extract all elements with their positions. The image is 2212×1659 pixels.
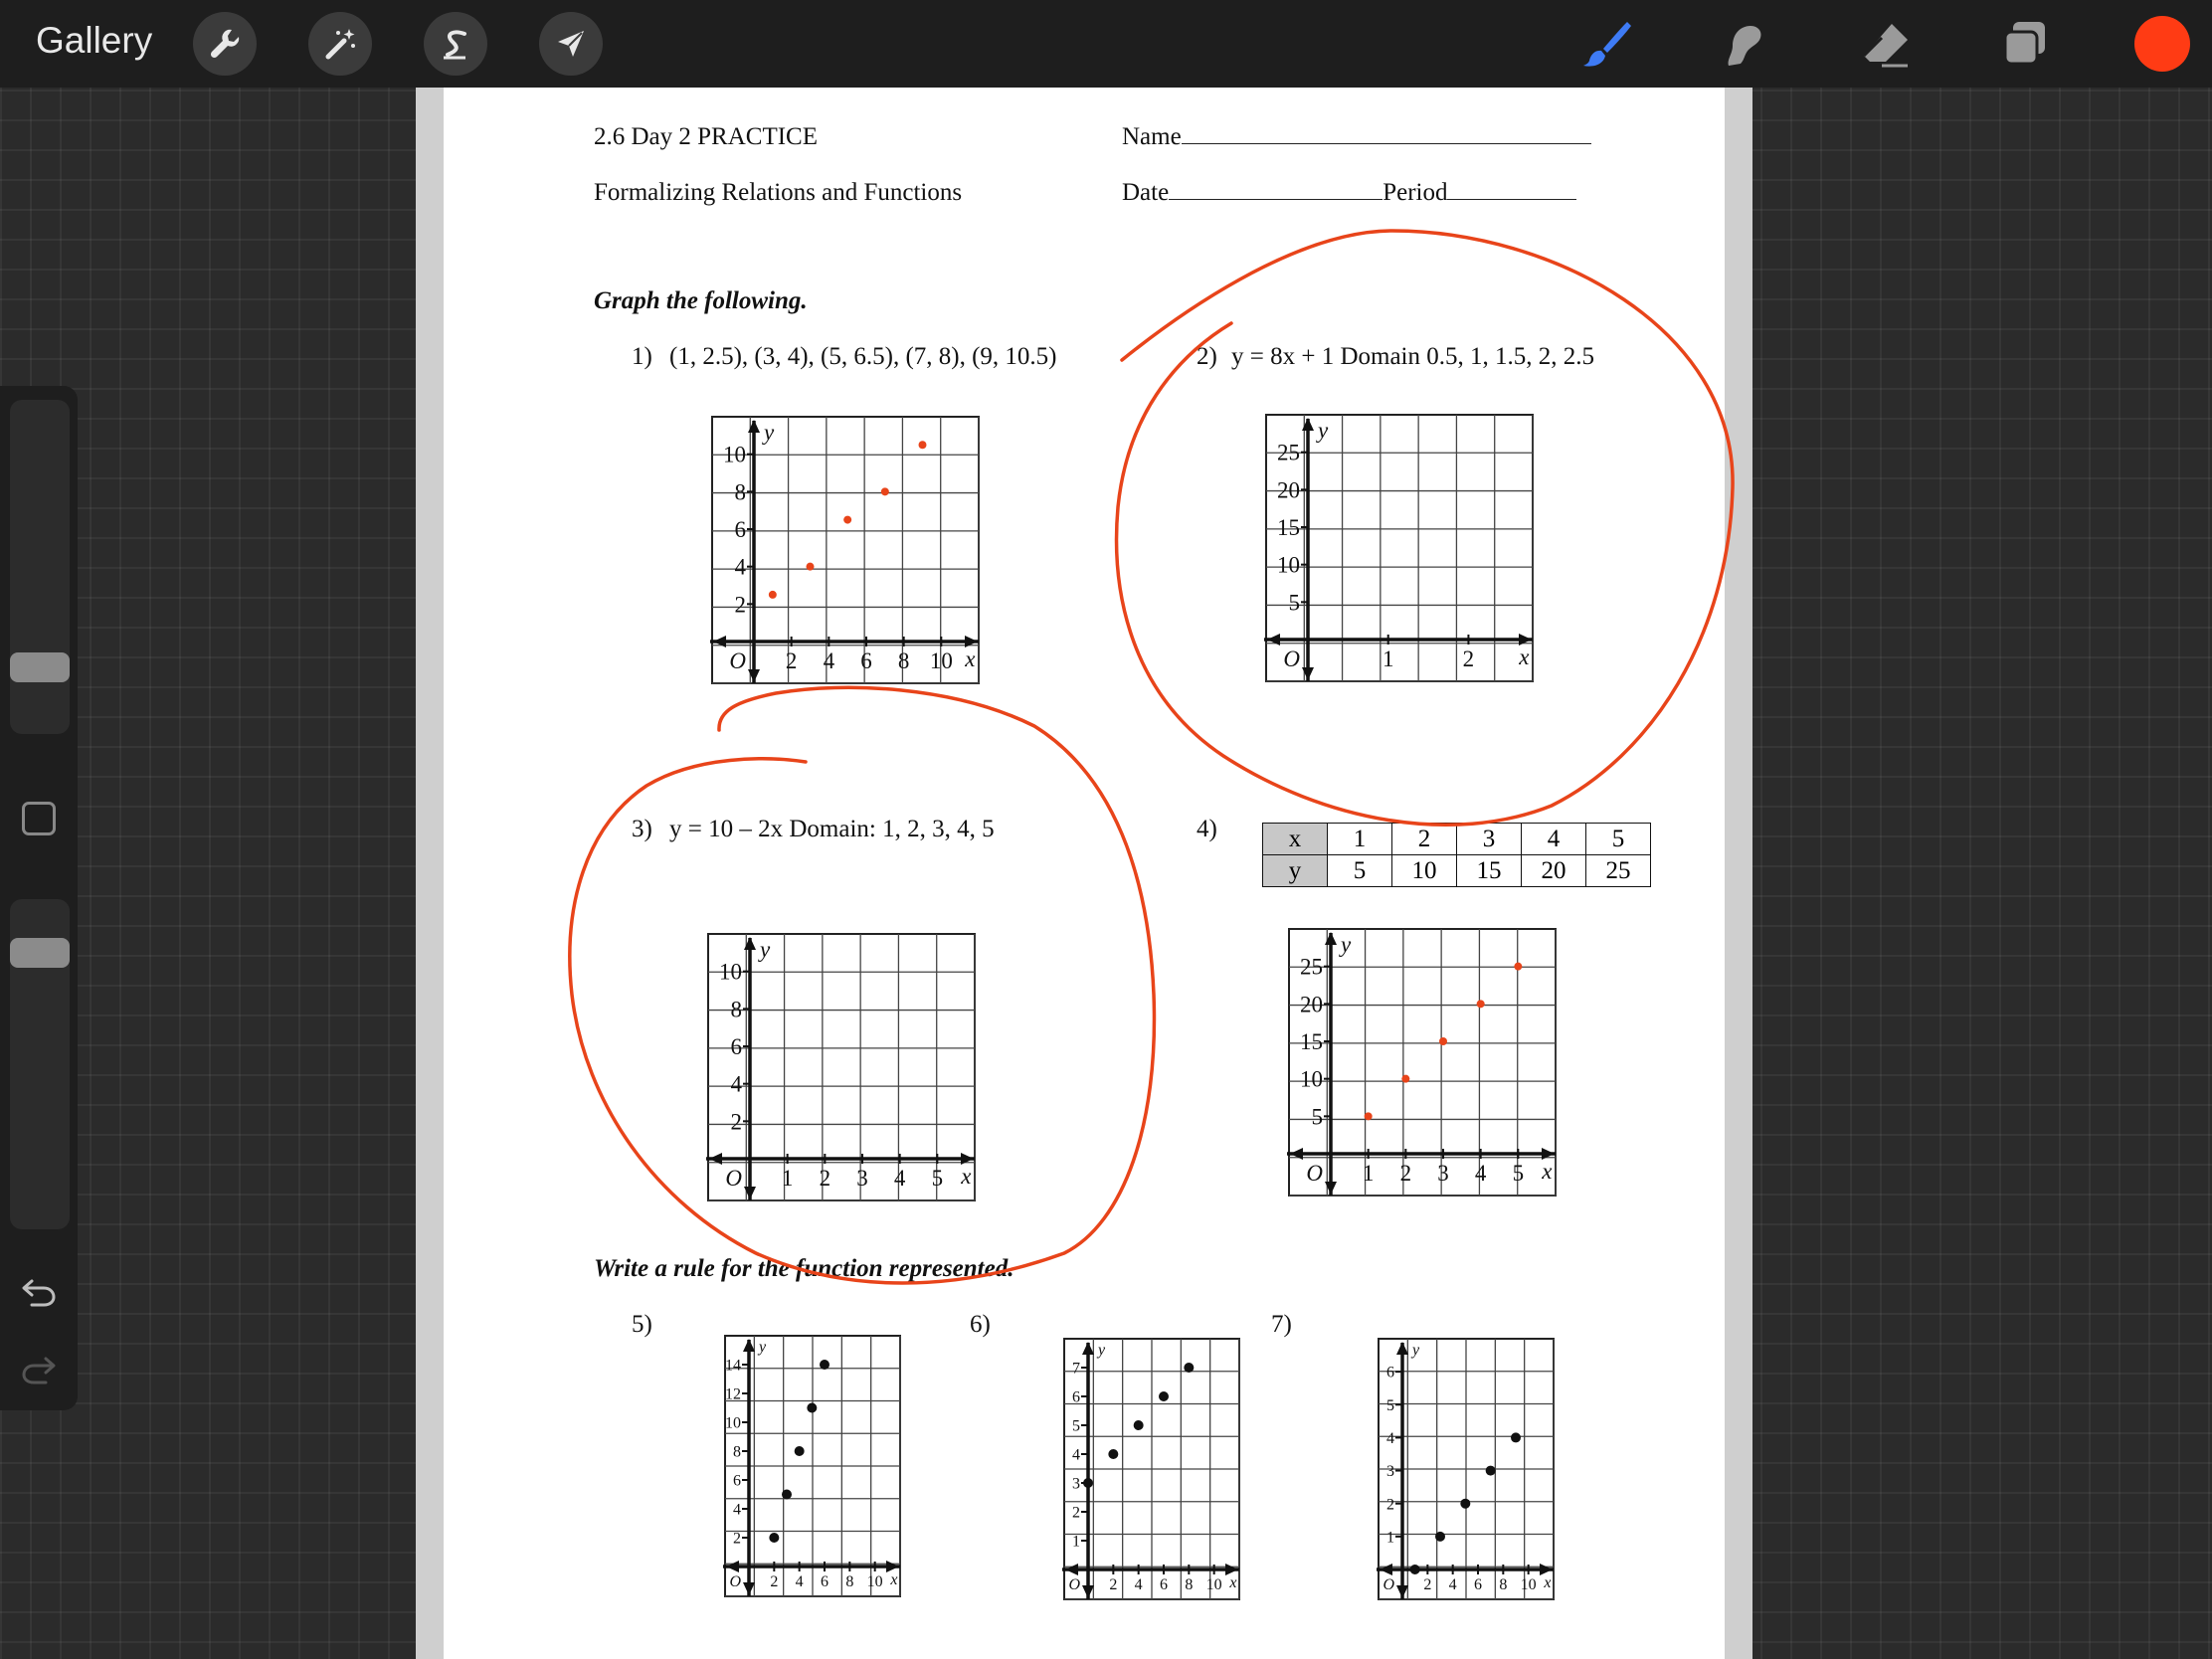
y-tick-label: 10 — [1277, 552, 1300, 578]
x-tick-label: 6 — [860, 648, 872, 673]
x-tick-label: 5 — [1512, 1161, 1525, 1186]
y-tick-label: 8 — [733, 1443, 741, 1461]
y-axis-label: y — [1318, 418, 1329, 443]
table-cell: 5 — [1586, 824, 1651, 855]
y-tick-label: 10 — [725, 1414, 741, 1432]
data-point — [1439, 1037, 1447, 1045]
problem-2-text: y = 8x + 1 Domain 0.5, 1, 1.5, 2, 2.5 — [1231, 343, 1594, 370]
name-field — [1122, 123, 1591, 151]
data-point — [1401, 1075, 1409, 1083]
x-tick-label: 3 — [856, 1166, 868, 1191]
data-point — [807, 563, 815, 571]
x-tick-label: 4 — [823, 648, 835, 673]
x-tick-label: 8 — [897, 648, 910, 673]
magic-wand-icon[interactable] — [308, 12, 372, 76]
x-tick-label: 1 — [1382, 646, 1394, 671]
table-row-y — [1263, 855, 1651, 887]
y-tick-label: 5 — [1311, 1104, 1323, 1130]
worksheet-title: 2.6 Day 2 PRACTICE — [594, 123, 818, 150]
gallery-button[interactable]: Gallery — [36, 20, 153, 61]
data-point — [1486, 1466, 1496, 1476]
data-point — [769, 1533, 779, 1543]
y-tick-label: 25 — [1300, 954, 1323, 980]
data-point — [1460, 1499, 1470, 1509]
y-tick-label: 25 — [1277, 440, 1300, 465]
y-tick-label: 4 — [730, 1071, 742, 1097]
problem-4-number: 4) — [1197, 816, 1217, 842]
problem-6-number: 6) — [970, 1311, 991, 1338]
data-point — [782, 1490, 792, 1500]
x-tick-label: 3 — [1437, 1161, 1449, 1186]
origin-label: O — [1283, 646, 1300, 671]
y-tick-label: 6 — [1072, 1388, 1080, 1406]
data-point — [1134, 1420, 1144, 1430]
y-tick-label: 4 — [1386, 1430, 1394, 1448]
y-axis-label: y — [1412, 1342, 1420, 1359]
data-point — [881, 487, 889, 495]
layers-icon[interactable] — [1995, 14, 2055, 74]
x-tick-label: 4 — [1448, 1576, 1457, 1593]
smudge-icon[interactable] — [1717, 14, 1776, 74]
x-tick-label: 4 — [893, 1166, 906, 1191]
problem-3-number: 3) — [632, 816, 652, 842]
data-point — [1184, 1363, 1194, 1373]
chart-grid — [1064, 1339, 1239, 1599]
x-tick-label: 8 — [845, 1573, 854, 1590]
data-point — [1410, 1565, 1420, 1574]
table-header-y: y — [1263, 855, 1328, 887]
data-point — [769, 591, 777, 599]
y-tick-label: 5 — [1386, 1396, 1394, 1414]
graph-problem-6 — [1024, 1337, 1241, 1613]
y-tick-label: 8 — [730, 997, 742, 1022]
table-row-x — [1263, 824, 1651, 855]
undo-icon[interactable] — [18, 1269, 60, 1311]
data-point — [807, 1403, 817, 1413]
table-cell: 4 — [1522, 824, 1586, 855]
opacity-slider[interactable] — [10, 899, 70, 1229]
y-axis-label: y — [1098, 1342, 1106, 1359]
data-point — [843, 516, 851, 524]
period-label: Period — [1382, 179, 1448, 206]
date-blank — [1169, 179, 1382, 200]
data-point — [919, 441, 927, 449]
y-tick-label: 2 — [730, 1109, 742, 1135]
period-blank — [1447, 179, 1576, 200]
chart-grid — [1266, 415, 1533, 681]
x-tick-label: 10 — [866, 1573, 883, 1590]
y-tick-label: 2 — [1386, 1496, 1394, 1514]
x-tick-label: 8 — [1185, 1576, 1194, 1593]
y-tick-label: 10 — [719, 959, 742, 985]
modify-button[interactable] — [22, 802, 56, 835]
graph-problem-7 — [1339, 1337, 1556, 1613]
data-point — [1083, 1478, 1093, 1488]
data-point — [1159, 1391, 1169, 1401]
problem-2-number: 2) — [1197, 343, 1217, 370]
x-tick-label: 6 — [821, 1573, 829, 1590]
x-tick-label: 1 — [1362, 1161, 1375, 1186]
y-axis-label: y — [759, 1339, 767, 1356]
table-cell: 20 — [1522, 855, 1586, 887]
graph-problem-1 — [708, 415, 981, 687]
x-tick-label: 1 — [781, 1166, 794, 1191]
y-axis-label: y — [1341, 932, 1352, 957]
y-tick-label: 6 — [734, 517, 746, 543]
x-axis-label: x — [961, 1164, 972, 1189]
table-header-x: x — [1263, 824, 1328, 855]
y-tick-label: 6 — [1386, 1364, 1394, 1382]
y-tick-label: 4 — [734, 554, 746, 580]
problem-1-number: 1) — [632, 343, 652, 370]
y-tick-label: 5 — [1288, 590, 1300, 616]
x-tick-label: 4 — [1474, 1161, 1487, 1186]
y-tick-label: 7 — [1072, 1360, 1080, 1378]
section-heading-graph: Graph the following. — [594, 287, 808, 314]
y-tick-label: 20 — [1277, 477, 1300, 503]
x-tick-label: 2 — [1109, 1576, 1118, 1593]
table-cell: 15 — [1457, 855, 1522, 887]
origin-label: O — [1382, 1576, 1394, 1593]
x-tick-label: 2 — [1462, 646, 1475, 671]
x-tick-label: 2 — [770, 1573, 779, 1590]
y-tick-label: 12 — [725, 1385, 741, 1403]
x-tick-label: 4 — [1134, 1576, 1143, 1593]
chart-grid — [1379, 1339, 1554, 1599]
origin-label: O — [729, 1573, 741, 1590]
selection-s-icon[interactable] — [424, 12, 487, 76]
date-period-field — [1122, 179, 1576, 207]
table-cell: 3 — [1457, 824, 1522, 855]
x-tick-label: 6 — [1160, 1576, 1168, 1593]
x-tick-label: 2 — [1399, 1161, 1412, 1186]
brush-size-slider[interactable] — [10, 400, 70, 734]
x-axis-label: x — [1542, 1159, 1553, 1184]
y-tick-label: 4 — [1072, 1446, 1080, 1464]
x-tick-label: 2 — [819, 1166, 831, 1191]
problem-5-number: 5) — [632, 1311, 652, 1338]
x-tick-label: 6 — [1474, 1576, 1482, 1593]
data-point — [1511, 1432, 1521, 1442]
y-tick-label: 15 — [1300, 1029, 1323, 1055]
graph-problem-2 — [1262, 413, 1535, 685]
arrow-cursor-icon[interactable] — [539, 12, 603, 76]
chart-grid — [725, 1336, 900, 1596]
y-tick-label: 10 — [1300, 1066, 1323, 1092]
y-tick-label: 1 — [1072, 1533, 1080, 1551]
origin-label: O — [725, 1166, 742, 1191]
problem-7-number: 7) — [1271, 1311, 1292, 1338]
opacity-thumb[interactable] — [10, 938, 70, 968]
wrench-icon[interactable] — [193, 12, 257, 76]
redo-icon[interactable] — [18, 1347, 60, 1388]
name-blank — [1182, 123, 1591, 144]
data-point — [820, 1360, 830, 1370]
table-cell: 10 — [1392, 855, 1457, 887]
x-tick-label: 2 — [785, 648, 798, 673]
y-tick-label: 2 — [733, 1530, 741, 1548]
origin-label: O — [729, 648, 746, 673]
table-cell: 5 — [1328, 855, 1392, 887]
data-point — [1435, 1532, 1445, 1542]
y-tick-label: 14 — [725, 1357, 741, 1375]
y-tick-label: 2 — [1072, 1504, 1080, 1522]
x-axis-label: x — [1544, 1574, 1552, 1591]
data-point — [1365, 1112, 1373, 1120]
worksheet-subtitle: Formalizing Relations and Functions — [594, 179, 963, 206]
data-point — [1477, 1000, 1485, 1008]
y-tick-label: 15 — [1277, 515, 1300, 541]
chart-grid — [712, 417, 979, 683]
x-axis-label: x — [1519, 645, 1530, 669]
y-axis-label: y — [764, 420, 775, 445]
name-label: Name — [1122, 123, 1182, 150]
table-cell: 25 — [1586, 855, 1651, 887]
y-tick-label: 6 — [733, 1472, 741, 1490]
problem-3-text: y = 10 – 2x Domain: 1, 2, 3, 4, 5 — [669, 816, 995, 842]
top-toolbar — [0, 0, 2212, 88]
x-tick-label: 10 — [1520, 1576, 1537, 1593]
x-tick-label: 10 — [929, 648, 953, 673]
table-cell: 2 — [1392, 824, 1457, 855]
data-point — [795, 1446, 805, 1456]
y-tick-label: 2 — [734, 592, 746, 618]
graph-problem-5 — [685, 1334, 902, 1610]
x-tick-label: 8 — [1499, 1576, 1508, 1593]
x-axis-label: x — [890, 1571, 898, 1588]
date-label: Date — [1122, 179, 1170, 206]
x-axis-label: x — [1229, 1574, 1237, 1591]
x-axis-label: x — [965, 646, 976, 671]
y-tick-label: 20 — [1300, 992, 1323, 1017]
color-picker-button[interactable] — [2134, 16, 2190, 72]
x-tick-label: 4 — [795, 1573, 804, 1590]
y-tick-label: 4 — [733, 1501, 741, 1519]
x-tick-label: 10 — [1205, 1576, 1222, 1593]
eraser-icon[interactable] — [1856, 14, 1916, 74]
problem-1-text: (1, 2.5), (3, 4), (5, 6.5), (7, 8), (9, 10.5) — [669, 343, 1057, 370]
y-tick-label: 3 — [1072, 1475, 1080, 1493]
problem-4-table — [1262, 823, 1651, 887]
section-heading-rule: Write a rule for the function represented. — [594, 1255, 1014, 1282]
x-tick-label: 2 — [1423, 1576, 1432, 1593]
data-point — [1108, 1449, 1118, 1459]
y-tick-label: 8 — [734, 479, 746, 505]
left-sidebar — [0, 386, 78, 1410]
brush-size-thumb[interactable] — [10, 652, 70, 682]
data-point — [1514, 963, 1522, 971]
origin-label: O — [1306, 1161, 1323, 1186]
table-cell: 1 — [1328, 824, 1392, 855]
y-axis-label: y — [760, 937, 771, 962]
y-tick-label: 1 — [1386, 1529, 1394, 1547]
y-tick-label: 5 — [1072, 1417, 1080, 1435]
brush-icon[interactable] — [1577, 14, 1637, 74]
chart-grid — [708, 934, 975, 1200]
y-tick-label: 6 — [730, 1034, 742, 1060]
x-tick-label: 5 — [931, 1166, 944, 1191]
graph-problem-4 — [1285, 927, 1558, 1199]
origin-label: O — [1068, 1576, 1080, 1593]
graph-problem-3 — [704, 932, 977, 1204]
y-tick-label: 10 — [723, 442, 746, 467]
y-tick-label: 3 — [1386, 1463, 1394, 1481]
